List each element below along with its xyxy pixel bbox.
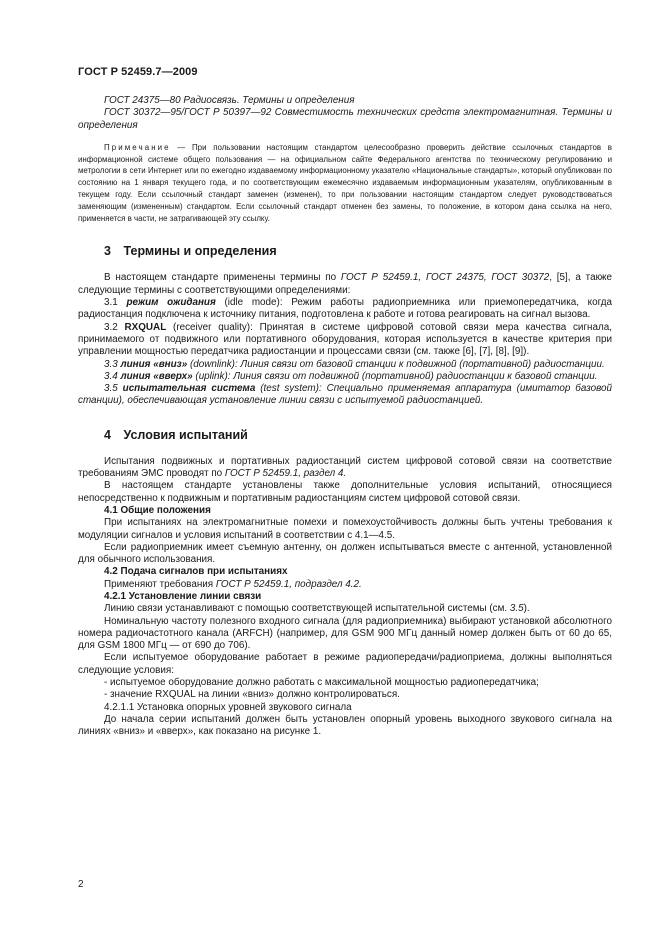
subsection-heading: 4.1 Общие положения <box>104 504 211 516</box>
text-run: Применяют требования <box>104 578 216 590</box>
term-definition <box>78 371 612 383</box>
standard-code-header: ГОСТ Р 52459.7—2009 <box>78 66 198 78</box>
text-run: ). <box>523 603 530 615</box>
subsection-heading: 4.2.1 Установление линии связи <box>104 591 262 602</box>
note-text: — При пользовании настоящим стандартом целесообразно проверить действие ссылочных стандартов в информационной системе общего пользования — на официальном сайте Федерального агентства по техническому регулированию и метрологии в сети Интернет или по ежегодно издаваемому информационному указателю «Национальные стандарты», который опубликован по состоянию на 1 января текущего года, и по соответствующим ежемесячно издаваемым информационным указателям, опубликованным в текущем году. Если ссылочный стандарт заменен (изменен), то при пользовании настоящим стандартом следует руководствоваться заменяющим (измененным) стандартом. Если ссылочный стандарт отменен без замены, то положение, в котором дана ссылка на него, применяется в части, не затрагивающей эту ссылку. <box>78 142 612 223</box>
section-title: Термины и определения <box>123 244 277 259</box>
reference-text: ГОСТ Р 52459.1, ГОСТ 24375, ГОСТ 30372 <box>340 272 550 284</box>
note-label: Примечание <box>104 142 171 152</box>
paragraph: До начала серии испытаний должен быть установлен опорный уровень выходного звукового сигнала на линиях «вниз» и «вверх», как показано на рисунке 1. <box>78 713 612 738</box>
reference-text: 3.5 <box>509 603 524 615</box>
section-number: 3 <box>104 244 111 259</box>
section-title: Условия испытаний <box>123 427 248 442</box>
reference-text: ГОСТ Р 52459.1, раздел 4. <box>224 468 347 480</box>
term-definition <box>78 383 612 408</box>
term-definition <box>78 359 612 371</box>
paragraph <box>78 456 612 481</box>
page-body <box>78 95 612 739</box>
text-run: Линию связи устанавливают с помощью соответствующей испытательной системы (см. <box>104 603 510 615</box>
subsection-heading: 4.2.1.1 Установка опорных уровней звукового сигнала <box>104 701 352 713</box>
paragraph: Номинальную частоту полезного входного сигнала (для радиоприемника) выбирают установкой абсолютного номера радиочастотного канала (ARFCH) (например, для GSM 900 МГц данный номер должен быть от 60 до 65, для GSM 1800 МГц — от 690 до 706). <box>78 615 612 652</box>
term-text: (receiver quality): Принятая в системе цифровой сотовой связи мера качества сигнала, принимаемого от подвижного или портативного оборудования, которая используется в качестве критерия при управлении мощностью передатчика радиостанции и процессами связи (см. также [6], [7], [8], [9]). <box>78 321 612 358</box>
paragraph: При испытаниях на электромагнитные помехи и помехоустойчивость должны быть учтены требования к модуляции сигналов и условия испытаний в соответствии с 4.1—4.5. <box>78 517 612 541</box>
normative-reference: ГОСТ 24375—80 Радиосвязь. Термины и определения <box>104 95 355 106</box>
section-heading <box>78 244 612 259</box>
text-run: , [5], а также следующие термины с соответствующими определениями: <box>78 272 612 296</box>
normative-reference: ГОСТ 30372—95/ГОСТ Р 50397—92 Совместимость технических средств электромагнитная. Термины и определения <box>78 107 612 131</box>
paragraph <box>78 579 612 591</box>
subsection-heading: 4.2 Подача сигналов при испытаниях <box>104 566 288 578</box>
term-number: 3.1 <box>104 297 127 309</box>
term-name: линия «вверх» <box>120 370 193 382</box>
term-name: RXQUAL <box>124 321 167 333</box>
term-number: 3.5 <box>104 383 123 395</box>
paragraph <box>78 603 612 615</box>
term-name: режим ожидания <box>126 297 216 309</box>
list-item: - испытуемое оборудование должно работать с максимальной мощностью радиопередатчика; <box>104 677 539 689</box>
section-number: 4 <box>104 427 111 442</box>
section-heading <box>78 428 612 443</box>
note-paragraph <box>78 142 612 225</box>
term-text: (idle mode): Режим работы радиоприемника или приемопередатчика, когда радиостанция подключена к источнику питания, подготовлена к работе и готова реагировать на сигнал вызова. <box>78 297 612 321</box>
term-text: (test system): Специально применяемая аппаратура (имитатор базовой станции), обеспечивающая установление линии связи с испытуемой радиостанцией. <box>78 383 612 407</box>
term-definition <box>78 297 612 322</box>
term-name: испытательная система <box>122 383 256 395</box>
term-definition <box>78 322 612 359</box>
term-name: линия «вниз» <box>120 358 188 370</box>
text-run: Испытания подвижных и портативных радиостанций систем цифровой сотовой связи на соответствие требованиям ЭМС проводят по <box>78 455 612 480</box>
term-number: 3.4 <box>104 370 121 382</box>
term-number: 3.3 <box>104 358 121 370</box>
paragraph: Если испытуемое оборудование работает в режиме радиопередачи/радиоприема, должны выполняться следующие условия: <box>78 652 612 676</box>
term-number: 3.2 <box>104 321 125 333</box>
paragraph <box>78 272 612 297</box>
term-text: (uplink): Линия связи от подвижной (портативной) радиостанции к базовой станции. <box>192 370 598 382</box>
paragraph: В настоящем стандарте установлены также дополнительные условия испытаний, относящиеся непосредственно к подвижным и портативным радиостанциям систем цифровой сотовой связи. <box>78 480 612 504</box>
paragraph: Если радиоприемник имеет съемную антенну, он должен испытываться вместе с антенной, установленной для обычного использования. <box>78 541 612 566</box>
term-text: (downlink): Линия связи от базовой станции к подвижной (портативной) радиостанции. <box>187 358 605 370</box>
list-item: - значение RXQUAL на линии «вниз» должно контролироваться. <box>104 689 400 701</box>
reference-text: ГОСТ Р 52459.1, подраздел 4.2. <box>215 578 362 590</box>
text-run: В настоящем стандарте применены термины по <box>104 272 341 284</box>
page-number: 2 <box>78 879 84 890</box>
